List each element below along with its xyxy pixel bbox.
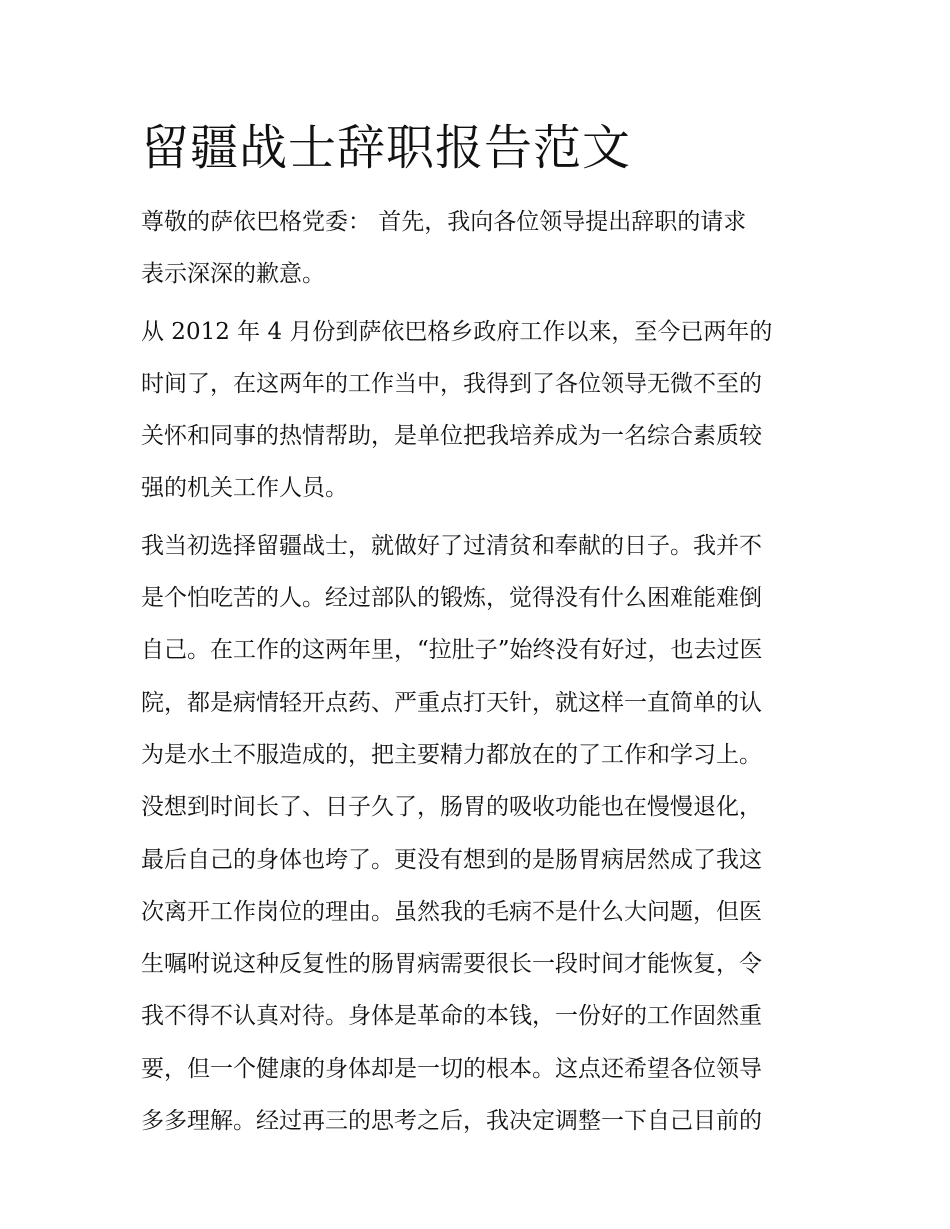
text-line: 院，都是病情轻开点药、严重点打天针，就这样一直简单的认 <box>141 689 762 716</box>
text-line: 表示深深的歉意。 <box>141 261 325 288</box>
text-line: 多多理解。经过再三的思考之后，我决定调整一下自己目前的 <box>141 1108 762 1135</box>
text-line: 时间了，在这两年的工作当中，我得到了各位领导无微不至的 <box>141 370 762 397</box>
paragraph-health-reason <box>141 520 816 1148</box>
text-line: 没想到时间长了、日子久了，肠胃的吸收功能也在慢慢退化， <box>141 794 762 821</box>
text-line: 我不得不认真对待。身体是革命的本钱，一份好的工作固然重 <box>141 1003 762 1030</box>
text-line: 从 2012 年 4 月份到萨依巴格乡政府工作以来，至今已两年的 <box>141 318 773 345</box>
document-body <box>141 112 816 1152</box>
text-line: 最后自己的身体也垮了。更没有想到的是肠胃病居然成了我这 <box>141 846 762 873</box>
paragraph-salutation <box>141 196 816 301</box>
text-line: 关怀和同事的热情帮助，是单位把我培养成为一名综合素质较 <box>141 423 762 450</box>
text-line: 自己。在工作的这两年里，“拉肚子”始终没有好过，也去过医 <box>141 637 763 664</box>
text-line: 要，但一个健康的身体却是一切的根本。这点还希望各位领导 <box>141 1055 762 1082</box>
text-line: 次离开工作岗位的理由。虽然我的毛病不是什么大问题，但医 <box>141 898 762 925</box>
text-line: 强的机关工作人员。 <box>141 475 348 502</box>
document-title: 留疆战士辞职报告范文 <box>141 120 632 176</box>
text-line: 我当初选择留疆战士，就做好了过清贫和奉献的日子。我并不 <box>141 532 762 559</box>
text-line: 生嘱咐说这种反复性的肠胃病需要很长一段时间才能恢复，令 <box>141 951 762 978</box>
text-line: 是个怕吃苦的人。经过部队的锻炼，觉得没有什么困难能难倒 <box>141 585 762 612</box>
paragraph-work-history <box>141 306 816 515</box>
text-line: 尊敬的萨依巴格党委： 首先，我向各位领导提出辞职的请求 <box>141 209 747 235</box>
text-line: 为是水土不服造成的，把主要精力都放在的了工作和学习上。 <box>141 741 762 768</box>
